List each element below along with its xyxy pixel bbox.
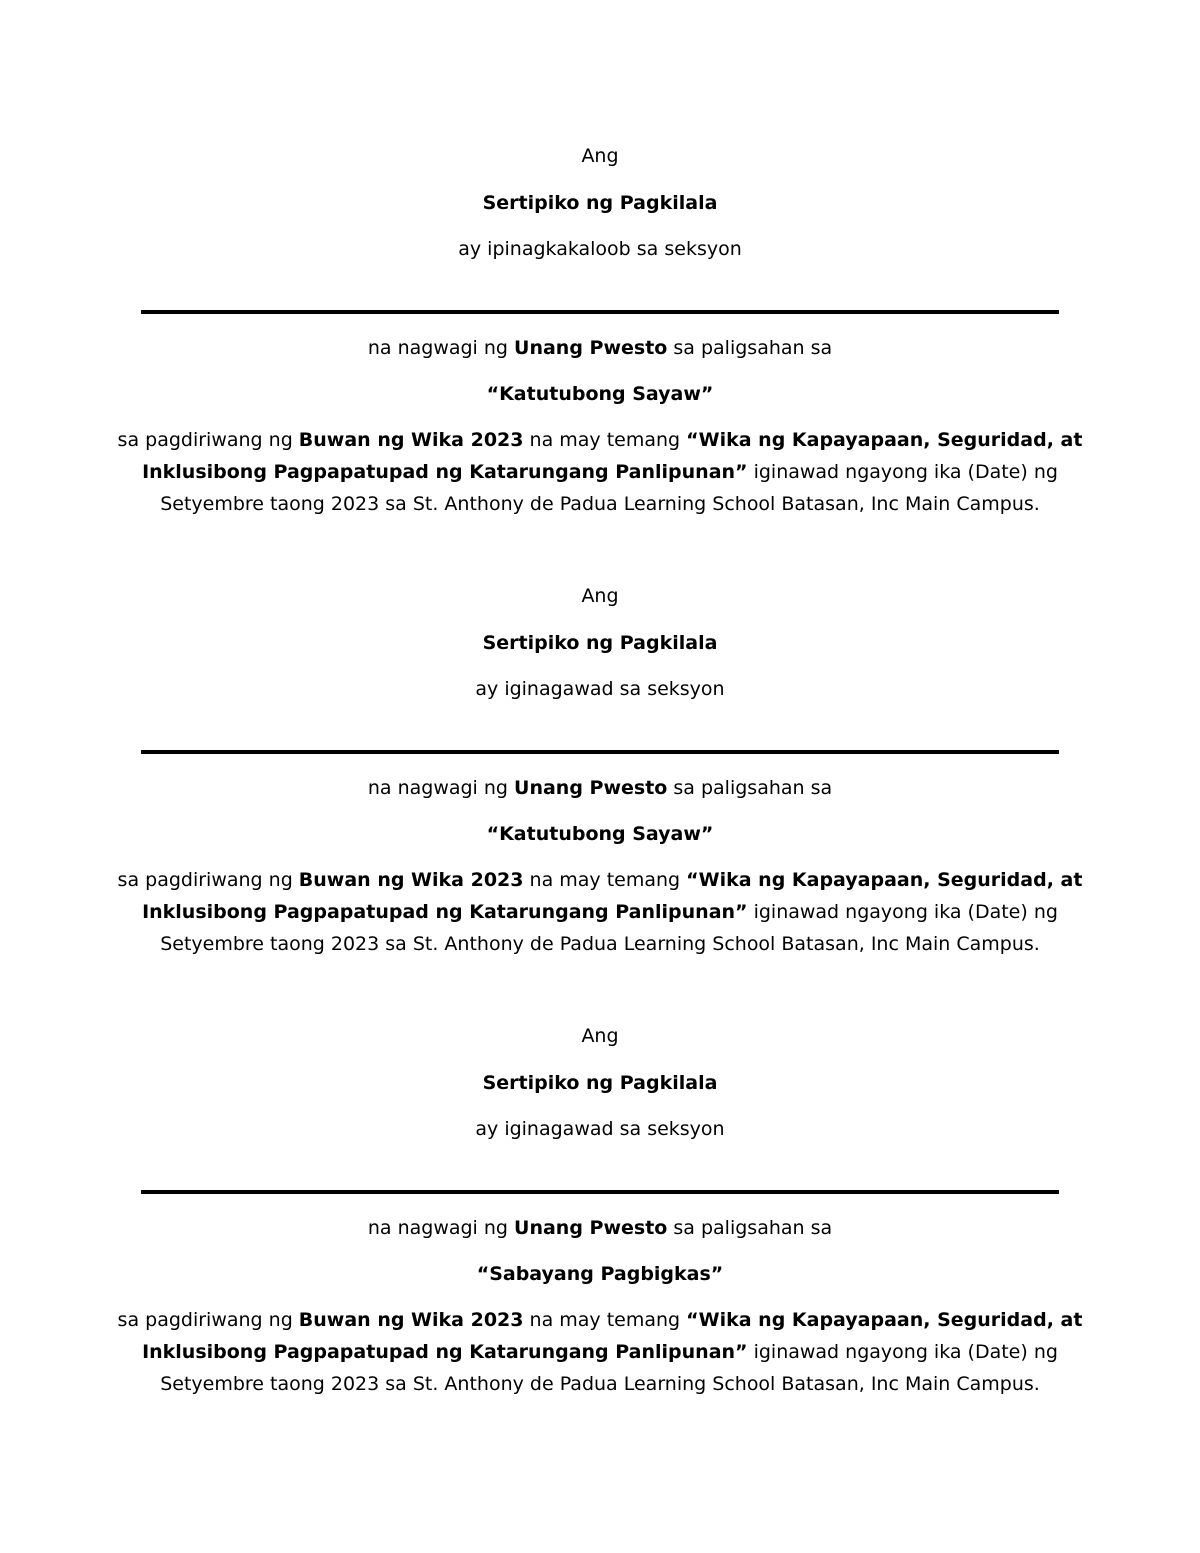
award-line bbox=[0, 772, 1200, 804]
certificate-title: Sertipiko ng Pagkilala bbox=[482, 632, 718, 654]
certificate-body bbox=[0, 424, 1200, 520]
body-text-c: na may temang bbox=[523, 869, 687, 891]
body-line-1 bbox=[0, 1304, 1200, 1336]
body-line-3: Setyembre taong 2023 sa St. Anthony de Padua Learning School Batasan, Inc Main Campus. bbox=[160, 933, 1040, 955]
award-place: Unang Pwesto bbox=[514, 1217, 668, 1239]
award-line bbox=[0, 332, 1200, 364]
theme-part-1: “Wika ng Kapayapaan, Seguridad, at bbox=[686, 429, 1083, 451]
body-text-a: sa pagdiriwang ng bbox=[117, 1309, 299, 1331]
award-suffix: sa paligsahan sa bbox=[667, 1217, 833, 1239]
event-name: “Sabayang Pagbigkas” bbox=[476, 1263, 724, 1285]
body-text-a: sa pagdiriwang ng bbox=[117, 429, 299, 451]
certificate-subtitle: ay iginagawad sa seksyon bbox=[475, 1118, 725, 1140]
section-name-blank-line bbox=[141, 1190, 1059, 1194]
body-line-3: Setyembre taong 2023 sa St. Anthony de Padua Learning School Batasan, Inc Main Campus. bbox=[160, 1373, 1040, 1395]
body-text-f: iginawad ngayong ika (Date) ng bbox=[747, 901, 1058, 923]
body-text-a: sa pagdiriwang ng bbox=[117, 869, 299, 891]
award-suffix: sa paligsahan sa bbox=[667, 777, 833, 799]
award-prefix: na nagwagi ng bbox=[367, 1217, 515, 1239]
award-line bbox=[0, 1212, 1200, 1244]
certificate-intro: Ang bbox=[581, 585, 619, 607]
award-place: Unang Pwesto bbox=[514, 777, 668, 799]
body-text-c: na may temang bbox=[523, 1309, 687, 1331]
award-prefix: na nagwagi ng bbox=[367, 337, 515, 359]
theme-part-2: Inklusibong Pagpapatupad ng Katarungang Panlipunan” bbox=[142, 1341, 748, 1363]
body-line-2 bbox=[0, 1336, 1200, 1368]
event-name: “Katutubong Sayaw” bbox=[486, 383, 714, 405]
certificate-title: Sertipiko ng Pagkilala bbox=[482, 192, 718, 214]
award-suffix: sa paligsahan sa bbox=[667, 337, 833, 359]
theme-part-1: “Wika ng Kapayapaan, Seguridad, at bbox=[686, 1309, 1083, 1331]
body-text-f: iginawad ngayong ika (Date) ng bbox=[747, 461, 1058, 483]
certificate-body bbox=[0, 1304, 1200, 1400]
certificate-intro: Ang bbox=[581, 1025, 619, 1047]
award-prefix: na nagwagi ng bbox=[367, 777, 515, 799]
award-place: Unang Pwesto bbox=[514, 337, 668, 359]
section-name-blank-line bbox=[141, 750, 1059, 754]
body-line-2 bbox=[0, 896, 1200, 928]
occasion-name: Buwan ng Wika 2023 bbox=[298, 1309, 524, 1331]
certificate-subtitle: ay ipinagkakaloob sa seksyon bbox=[458, 238, 742, 260]
theme-part-2: Inklusibong Pagpapatupad ng Katarungang Panlipunan” bbox=[142, 901, 748, 923]
event-name: “Katutubong Sayaw” bbox=[486, 823, 714, 845]
body-text-f: iginawad ngayong ika (Date) ng bbox=[747, 1341, 1058, 1363]
occasion-name: Buwan ng Wika 2023 bbox=[298, 429, 524, 451]
certificate-title: Sertipiko ng Pagkilala bbox=[482, 1072, 718, 1094]
body-line-1 bbox=[0, 424, 1200, 456]
body-line-3: Setyembre taong 2023 sa St. Anthony de Padua Learning School Batasan, Inc Main Campus. bbox=[160, 493, 1040, 515]
theme-part-2: Inklusibong Pagpapatupad ng Katarungang Panlipunan” bbox=[142, 461, 748, 483]
occasion-name: Buwan ng Wika 2023 bbox=[298, 869, 524, 891]
body-text-c: na may temang bbox=[523, 429, 687, 451]
certificate-body bbox=[0, 864, 1200, 960]
certificate-intro: Ang bbox=[581, 145, 619, 167]
body-line-1 bbox=[0, 864, 1200, 896]
certificate-subtitle: ay iginagawad sa seksyon bbox=[475, 678, 725, 700]
section-name-blank-line bbox=[141, 310, 1059, 314]
theme-part-1: “Wika ng Kapayapaan, Seguridad, at bbox=[686, 869, 1083, 891]
body-line-2 bbox=[0, 456, 1200, 488]
